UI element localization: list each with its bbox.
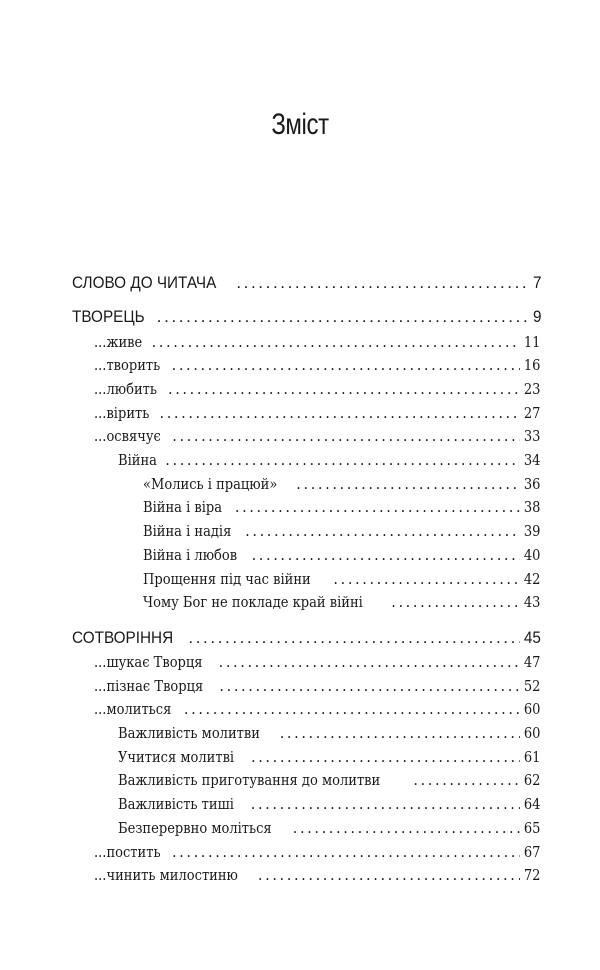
toc-entry-title: «Молись і працюй»: [143, 477, 278, 493]
toc-entry-title: Війна і надія: [143, 524, 232, 540]
toc-entry-title: ...молиться: [94, 702, 172, 718]
dot-leader: [172, 429, 519, 445]
toc-entry[interactable]: [143, 524, 540, 540]
toc-entry[interactable]: [72, 273, 541, 293]
toc-entry-page: 33: [523, 429, 540, 445]
toc-entry[interactable]: [94, 702, 540, 718]
toc-entry[interactable]: [143, 548, 540, 564]
toc-entry[interactable]: [118, 453, 540, 469]
dot-leader: [252, 548, 520, 564]
dot-leader: [245, 524, 519, 540]
toc-entry-page: 72: [523, 868, 540, 884]
toc-entry-page: 64: [523, 797, 540, 813]
toc-entry-page: 16: [523, 358, 540, 374]
dot-leader: [184, 702, 520, 718]
toc-entry[interactable]: [72, 307, 541, 327]
toc-entry-page: 43: [523, 595, 540, 611]
toc-entry-page: 61: [523, 750, 540, 766]
dot-leader: [251, 750, 520, 766]
toc-entry-page: 34: [523, 453, 540, 469]
toc-entry-title: ТВОРЕЦЬ: [72, 307, 145, 326]
toc-entry-page: 47: [523, 655, 540, 671]
dot-leader: [160, 406, 520, 422]
dot-leader: [236, 273, 529, 293]
dot-leader: [168, 382, 520, 398]
toc-entry-title: Війна і любов: [143, 548, 238, 564]
toc-entry-title: ...пізнає Творця: [94, 679, 204, 695]
toc-entry-page: 38: [523, 500, 540, 516]
toc-entry-title: Важливість тиші: [118, 797, 234, 813]
page-title: Зміст: [271, 108, 329, 141]
toc-entry-title: СЛОВО ДО ЧИТАЧА: [72, 273, 217, 292]
dot-leader: [413, 773, 519, 789]
dot-leader: [172, 358, 520, 374]
toc-entry-page: 60: [523, 726, 540, 742]
dot-leader: [235, 500, 520, 516]
dot-leader: [188, 628, 520, 648]
dot-leader: [391, 595, 519, 611]
dot-leader: [280, 726, 520, 742]
dot-leader: [219, 679, 519, 695]
toc-entry-title: ...чинить милостиню: [94, 868, 238, 884]
toc-entry-title: ...шукає Творця: [94, 655, 203, 671]
dot-leader: [165, 453, 519, 469]
dot-leader: [293, 821, 520, 837]
toc-entry[interactable]: [143, 572, 540, 588]
toc-entry-title: СОТВОРІННЯ: [72, 628, 174, 647]
toc-entry-title: ...освячує: [94, 429, 161, 445]
toc-entry-title: ...живе: [94, 335, 143, 351]
dot-leader: [296, 477, 519, 493]
dot-leader: [258, 868, 520, 884]
toc-entry-page: 36: [523, 477, 540, 493]
toc-entry-title: ...постить: [94, 845, 161, 861]
toc-entry-page: 39: [523, 524, 540, 540]
toc-entry-page: 42: [523, 572, 540, 588]
toc-entry-page: 45: [523, 628, 541, 647]
toc-entry[interactable]: [94, 358, 540, 374]
dot-leader: [251, 797, 520, 813]
dot-leader: [157, 307, 530, 327]
dot-leader: [172, 845, 520, 861]
toc-entry[interactable]: [94, 429, 540, 445]
toc-entry-title: ...творить: [94, 358, 161, 374]
toc-entry-title: Учитися молитві: [118, 750, 235, 766]
dot-leader: [219, 655, 520, 671]
toc-entry-page: 11: [523, 335, 540, 351]
toc-entry-page: 62: [523, 773, 540, 789]
toc-entry-page: 40: [523, 548, 540, 564]
toc-entry-page: 60: [523, 702, 540, 718]
toc-entry[interactable]: [118, 750, 540, 766]
toc-entry[interactable]: [143, 500, 540, 516]
toc-entry-title: Важливість приготування до молитви: [118, 773, 381, 789]
toc-entry[interactable]: [143, 477, 540, 493]
toc-entry-title: Важливість молитви: [118, 726, 260, 742]
dot-leader: [333, 572, 519, 588]
toc-entry-page: 27: [523, 406, 540, 422]
toc-entry-title: Чому Бог не покладе край війні: [143, 595, 363, 611]
toc-entry[interactable]: [94, 406, 540, 422]
toc-entry-title: Війна: [118, 453, 157, 469]
dot-leader: [152, 335, 520, 351]
toc-entry[interactable]: [118, 773, 540, 789]
toc-entry[interactable]: [94, 868, 540, 884]
toc-entry-title: ...вірить: [94, 406, 150, 422]
toc-entry-page: 23: [523, 382, 540, 398]
toc-entry-page: 9: [532, 307, 541, 326]
toc-entry-page: 67: [523, 845, 540, 861]
toc-entry-title: Війна і віра: [143, 500, 223, 516]
toc-entry[interactable]: [94, 679, 540, 695]
toc-entry-page: 52: [523, 679, 540, 695]
toc-entry-title: Прощення під час війни: [143, 572, 311, 588]
toc-entry[interactable]: [94, 845, 540, 861]
toc-entry[interactable]: [118, 726, 540, 742]
toc-entry-title: Безперервно моліться: [118, 821, 272, 837]
toc-entry[interactable]: [94, 655, 540, 671]
toc-entry[interactable]: [118, 797, 540, 813]
toc-entry-title: ...любить: [94, 382, 157, 398]
toc-entry-page: 7: [532, 273, 541, 292]
toc-entry[interactable]: [94, 335, 540, 351]
toc-entry[interactable]: [94, 382, 540, 398]
toc-entry[interactable]: [118, 821, 540, 837]
toc-entry[interactable]: [143, 595, 540, 611]
toc-entry-page: 65: [523, 821, 540, 837]
toc-entry[interactable]: [72, 628, 541, 648]
